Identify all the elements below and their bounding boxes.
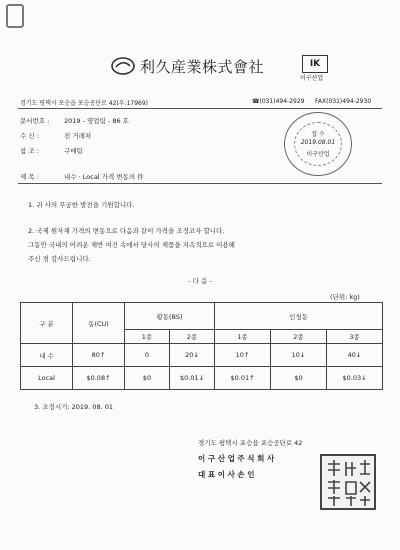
body-paragraph-2: 2. 국제 원자재 가격의 변동으로 다음과 같이 가격을 조정코자 합니다.	[28, 227, 225, 235]
subject-label: 제 목 :	[20, 173, 39, 181]
cell-bronze-1: 10↑	[215, 344, 271, 367]
cell-copper: $0.08↑	[73, 367, 125, 390]
table-row	[21, 367, 383, 390]
company-address: 경기도 평택시 포승읍 포승공단로 42(우:17969)	[20, 100, 148, 107]
received-stamp-title: 접 수	[311, 131, 325, 138]
cell-brass-2: 20↓	[170, 344, 215, 367]
brand-caption: 이구산업	[300, 75, 324, 82]
cell-brass-1: $0	[125, 367, 170, 390]
signature-address: 경기도 평택시 포승읍 포승공단로 42	[198, 439, 303, 447]
cell-brass-2: $0.01↓	[170, 367, 215, 390]
cell-bronze-1: $0.01↑	[215, 367, 271, 390]
cell-bronze-2: 10↓	[271, 344, 327, 367]
received-stamp	[284, 112, 352, 176]
subject-value: 내수 · Local 가격 변동의 件	[64, 173, 144, 181]
received-stamp-company: 이구산업	[306, 151, 330, 158]
body-paragraph-2-end: 주신 점 감사드립니다.	[28, 255, 91, 263]
seal-glyphs-icon	[322, 456, 374, 508]
body-paragraph-2-cont: 그동안 국내의 어려운 제반 여건 속에서 당사의 제품을 지속적으로 이용해	[28, 241, 235, 249]
adjustment-date: 3. 조정시기: 2019. 08. 01	[34, 403, 113, 411]
recipient-value: 전 거래처	[64, 132, 92, 140]
bronze-sub-2: 2종	[271, 330, 327, 344]
row-label: Local	[21, 367, 73, 390]
brass-sub-1: 1종	[125, 330, 170, 344]
company-logo-icon	[110, 56, 136, 76]
received-stamp-date: 2019.08.01	[300, 139, 336, 146]
col-category: 구 분	[21, 303, 73, 344]
row-label: 내 수	[21, 344, 73, 367]
signature-company: 이 구 산 업 주 식 회 사	[198, 454, 275, 463]
body-paragraph-1: 1. 귀 사의 무궁한 발전을 기원합니다.	[28, 201, 135, 209]
price-table	[20, 302, 383, 390]
group-bronze: 인청동	[215, 303, 383, 330]
brand-mark: IK	[302, 55, 328, 73]
recipient-label: 수 신 :	[20, 132, 39, 140]
group-brass: 황동(BS)	[125, 303, 215, 330]
reference-value: 구매팀	[64, 147, 83, 155]
company-seal	[320, 454, 376, 510]
cell-bronze-3: 40↓	[327, 344, 383, 367]
brass-sub-2: 2종	[170, 330, 215, 344]
bronze-sub-3: 3종	[327, 330, 383, 344]
doc-no-label: 문서번호 :	[20, 117, 50, 125]
reference-label: 참 조 :	[20, 147, 39, 155]
header-divider	[18, 108, 382, 109]
company-name: 利久産業株式會社	[140, 58, 265, 76]
cell-bronze-2: $0	[271, 367, 327, 390]
doc-no-value: 2019 - 영업팀 - 86 호	[64, 117, 129, 125]
table-row	[21, 344, 383, 367]
cell-copper: 80↑	[73, 344, 125, 367]
subject-divider	[18, 183, 382, 184]
cell-bronze-3: $0.03↓	[327, 367, 383, 390]
unit-label: (단위: kg)	[330, 293, 360, 301]
company-fax: FAX(031)494-2930	[315, 98, 372, 105]
signature-ceo: 대 표 이 사 손 인	[198, 470, 255, 479]
col-copper: 동(CU)	[73, 303, 125, 344]
corner-stamp	[6, 4, 24, 28]
cell-brass-1: 0	[125, 344, 170, 367]
company-phone: ☎(031)494-2929	[252, 98, 305, 105]
bronze-sub-1: 1종	[215, 330, 271, 344]
notice-heading: - 다 음 -	[188, 277, 212, 285]
